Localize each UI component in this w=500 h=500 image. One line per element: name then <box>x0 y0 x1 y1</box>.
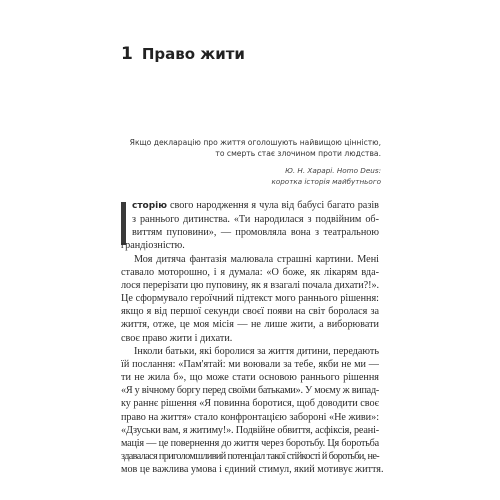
body-line: їй послання: «Пам'ятай: ми воювали за тебе, якби не ми — <box>121 358 379 370</box>
body-line: лося перерізати цю пуповину, як я взагалі почала дихати?!». <box>121 279 379 291</box>
chapter-title: Право жити <box>141 45 245 63</box>
epigraph-line: то смерть стає злочином проти людства. <box>215 149 381 158</box>
body-line: грандіозністю. <box>121 240 185 252</box>
attribution-line: коротка історія майбутнього <box>271 176 381 186</box>
first-line-rest: свого народження я чула від бабусі багато разів <box>167 200 379 211</box>
body-line: мація — це повернення до життя через боротьбу. Ця боротьба <box>121 437 379 449</box>
body-line: ставало моторошно, і я думала: «О боже, як лікарям вда- <box>121 266 379 278</box>
body-line: Це сформувало героїчний підтекст мого раннього рішення: <box>121 293 379 305</box>
body-line: з раннього дитинства. «Ти народилася з подвійним об- <box>132 214 379 226</box>
body-line: ти не жила б», що може стати основою раннього рішення <box>121 372 379 384</box>
body-line: ку раннє рішення «Я повинна боротися, щоб доводити своє <box>121 398 379 410</box>
epigraph <box>81 137 381 159</box>
lead-word: сторію <box>132 201 168 211</box>
body-line: якщо я від першої секунди своєї появи на світ боролася за <box>121 306 379 318</box>
epigraph-line: Якщо декларацію про життя оголошують найвищою цінністю, <box>129 138 381 147</box>
body-text <box>121 199 384 476</box>
attribution-line: Ю. Н. Харарі. Homo Deus: <box>285 166 381 175</box>
body-line-first <box>121 199 379 213</box>
body-line: «Я у вічному боргу перед своїми батьками». У моєму ж випад- <box>121 385 379 397</box>
body-line: Інколи батьки, які боролися за життя дитини, передають <box>134 345 379 357</box>
body-line: мов це важлива умова і єдиний стимул, який мотивує життя. <box>121 464 384 476</box>
epigraph-attribution <box>81 166 381 187</box>
body-line: виттям пуповини», — промовляла вона з театральною <box>132 227 379 239</box>
body-line: своє право жити і дихати. <box>121 332 233 344</box>
body-line: здавалася приголомшливий потенціал такої стійкості й боротьби, не- <box>121 450 379 462</box>
chapter-number: 1 <box>121 44 133 64</box>
chapter-heading <box>121 44 245 64</box>
body-line: «Дзуськи вам, я житиму!». Подвійне обвиття, асфіксія, реані- <box>121 424 379 436</box>
body-line: право на життя» стало конфронтацією забороні «Не живи»: <box>121 411 379 423</box>
body-line: Моя дитяча фантазія малювала страшні картини. Мені <box>134 253 379 265</box>
body-line: життя, отже, це моя місія — не лише жити, а виборювати <box>121 319 379 331</box>
